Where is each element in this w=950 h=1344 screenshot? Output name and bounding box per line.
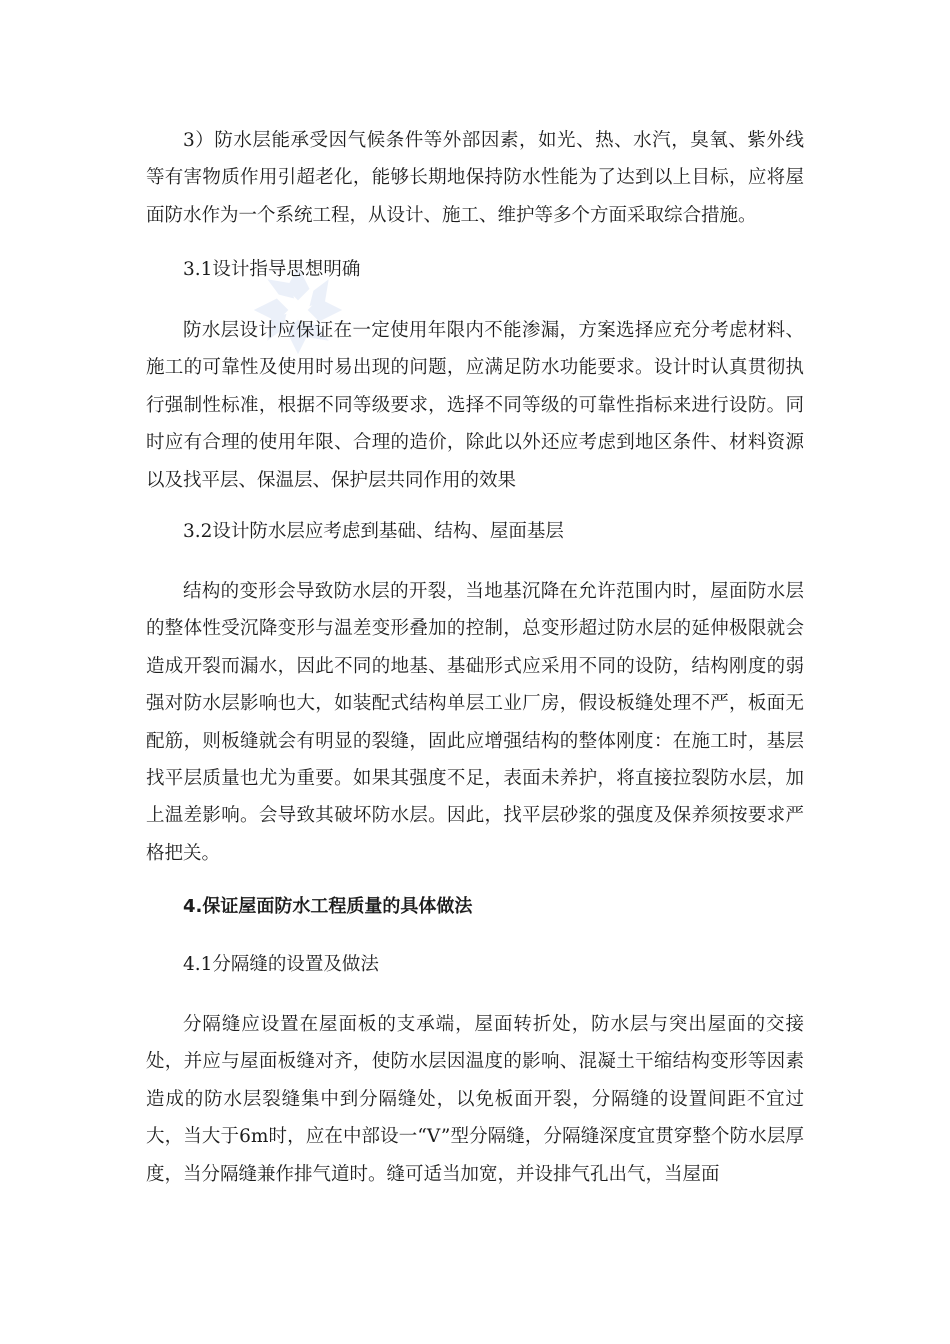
heading-3-1: 3.1设计指导思想明确 [183,259,361,280]
paragraph-3-1: 防水层设计应保证在一定使用年限内不能渗漏，方案选择应充分考虑材料、施工的可靠性及使用时易出现的问题，应满足防水功能要求。设计时认真贯彻执行强制性标准，根据不同等级要求，选择不同等级的可靠性指标来进行设防。同时应有合理的使用年限、合理的造价，除此以外还应考虑到地区条件、材料资源以及找平层、保温层、保护层共同作用的效果 [146,320,804,491]
heading-4-1: 4.1分隔缝的设置及做法 [183,954,379,975]
heading-3-2: 3.2设计防水层应考虑到基础、结构、屋面基层 [183,521,564,542]
paragraph-3: 3）防水层能承受因气候条件等外部因素，如光、热、水汽，臭氧、紫外线等有害物质作用引超老化，能够长期地保持防水性能为了达到以上目标，应将屋面防水作为一个系统工程，从设计、施工、维护等多个方面采取综合措施。 [146,130,804,226]
paragraph-4-1: 分隔缝应设置在屋面板的支承端，屋面转折处，防水层与突出屋面的交接处，并应与屋面板缝对齐，使防水层因温度的影响、混凝土干缩结构变形等因素造成的防水层裂缝集中到分隔缝处，以免板面开裂，分隔缝的设置间距不宜过大，当大于6m时，应在中部设一“V”型分隔缝，分隔缝深度宜贯穿整个防水层厚度，当分隔缝兼作排气道时。缝可适当加宽，并设排气孔出气，当屋面 [146,1014,804,1185]
heading-4: 4.保证屋面防水工程质量的具体做法 [183,896,473,917]
paragraph-3-2: 结构的变形会导致防水层的开裂，当地基沉降在允许范围内时，屋面防水层的整体性受沉降变形与温差变形叠加的控制，总变形超过防水层的延伸极限就会造成开裂而漏水，因此不同的地基、基础形式应采用不同的设防，结构刚度的弱强对防水层影响也大，如装配式结构单层工业厂房，假设板缝处理不严，板面无配筋，则板缝就会有明显的裂缝，固此应增强结构的整体刚度：在施工时，基层找平层质量也尤为重要。如果其强度不足，表面未养护，将直接拉裂防水层，加上温差影响。会导致其破坏防水层。因此，找平层砂浆的强度及保养须按要求严格把关。 [146,581,804,864]
